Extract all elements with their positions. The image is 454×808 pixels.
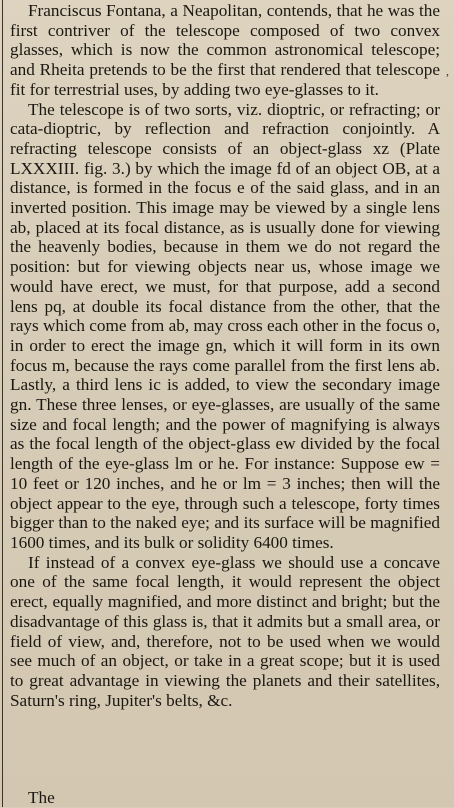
- text-column: [10, 1, 440, 710]
- margin-mark: ,: [446, 64, 449, 78]
- paragraph-concave-eyeglass: If instead of a convex eye-glass we should use a concave one of the same focal length, it would represent the object erect, equally magnified, and more distinct and bright; but the disadvantage of this glass is, that it admits but a small area, or field of view, and, therefore, not to be used when we would see much of an object, or take in a great scope; but it is used to great advantage in viewing the planets and their satellites, Saturn's ring, Jupiter's belts, &c.: [10, 552, 440, 710]
- paragraph-fontana: Franciscus Fontana, a Neapolitan, contends, that he was the first contriver of the telescope composed of two convex glasses, which is now the common astronomical telescope; and Rheita pretends to be the first that rendered that telescope fit for terrestrial uses, by adding two eye-glasses to it.: [10, 1, 440, 99]
- paragraph-telescope-sorts: The telescope is of two sorts, viz. dioptric, or refracting; or cata-dioptric, by reflection and refraction conjointly. A refracting telescope consists of an object-glass xz (Plate LXXXIII. fig. 3.) by which the image fd of an object OB, at a distance, is formed in the focus e of the said glass, and in an inverted position. This image may be viewed by a single lens ab, placed at its focal distance, as is usually done for viewing the heavenly bodies, because in them we do not regard the position: but for viewing objects near us, whose image we would have erect, we must, for that purpose, add a second lens pq, at double its focal distance from the other, that the rays which come from ab, may cross each other in the focus o, in order to erect the image gn, which it will form in its own focus m, because the rays come parallel from the first lens ab. Lastly, a third lens ic is added, to view the secondary image gn. These three lenses, or eye-glasses, are usually of the same size and focal length; and the power of magnifying is always as the focal length of the object-glass ew divided by the focal length of the eye-glass lm or he. For instance: Suppose ew = 10 feet or 120 inches, and he or lm = 3 inches; then will the object appear to the eye, through such a telescope, forty times bigger than to the naked eye; and its surface will be magnified 1600 times, and its bulk or solidity 6400 times.: [10, 99, 440, 552]
- column-rule: [2, 0, 3, 807]
- cropped-next-line: [10, 788, 440, 807]
- cropped-next-word: The: [28, 788, 55, 807]
